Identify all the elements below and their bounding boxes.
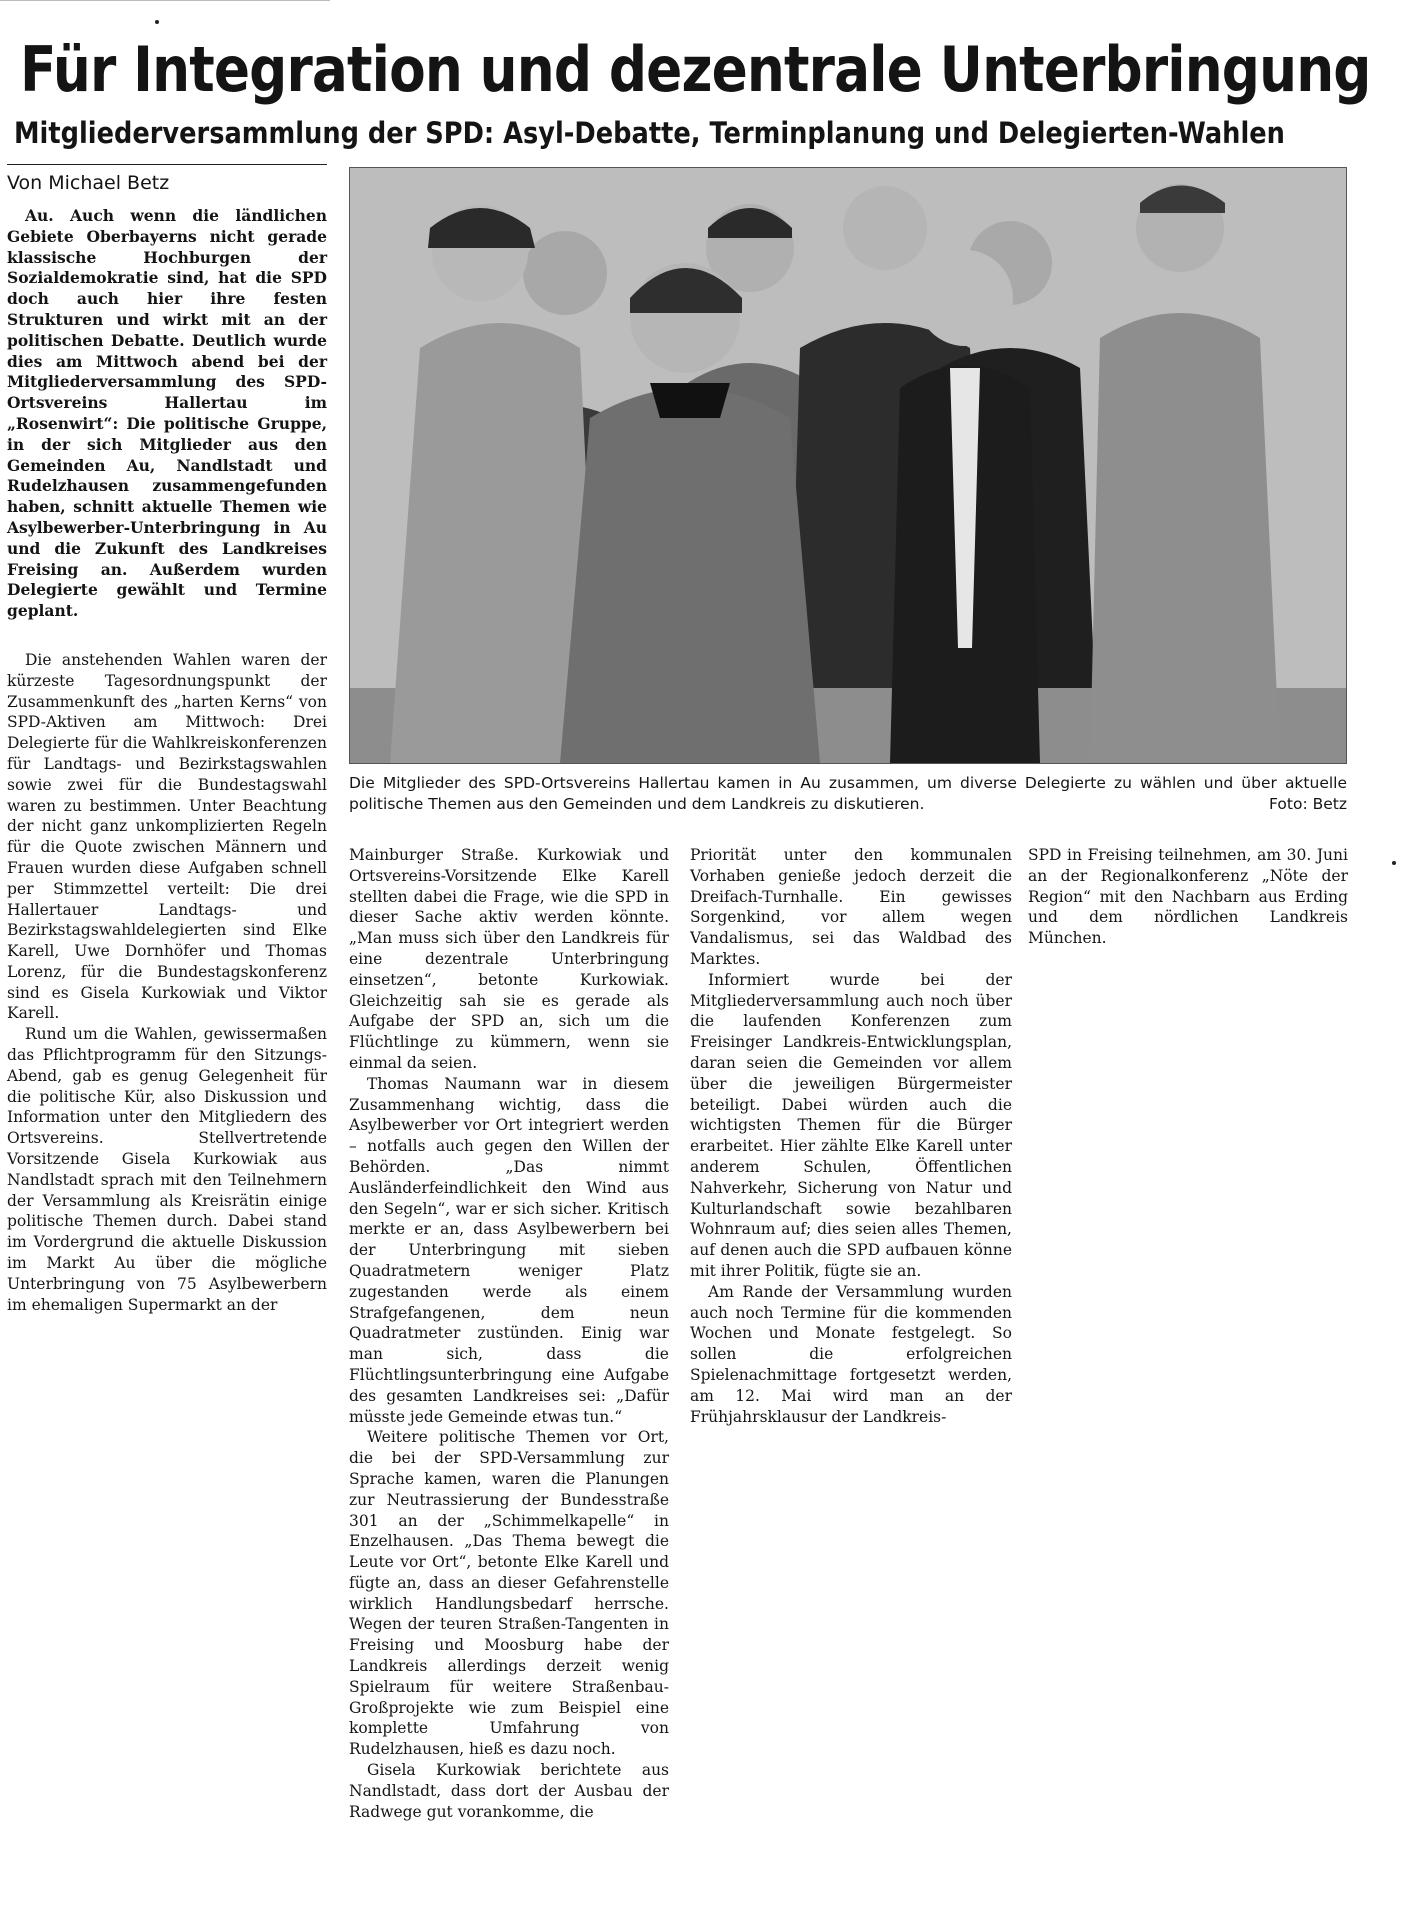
paragraph: Am Rande der Versammlung wurden auch noch Termine für die kommenden Wochen und Monate festgelegt. So sollen die erfolgreichen Spielenachmittage fortgesetzt werden, am 12. Mai wird man an der Frühjahrsklausur der Landkreis- — [690, 1282, 1012, 1426]
headline: Für Integration und dezentrale Unterbringung — [20, 33, 1371, 106]
column-4 — [1028, 845, 1348, 949]
byline: Von Michael Betz — [7, 164, 327, 197]
paragraph: Mainburger Straße. Kurkowiak und Ortsvereins-Vorsitzende Elke Karell stellten dabei die Frage, wie die SPD in dieser Sache aktiv werden könnte. „Man muss sich über den Landkreis für eine dezentrale Unterbringung einsetzen“, betonte Kurkowiak. Gleichzeitig sah sie es gerade als Aufgabe der SPD an, sich um die Flüchtlinge zu kümmern, wenn sie einmal da seien. — [349, 846, 669, 1072]
lead-paragraph: Au. Auch wenn die ländlichen Gebiete Oberbayerns nicht gerade klassische Hochburgen der Sozialdemokratie sind, hat die SPD doch auch hier ihre festen Strukturen und wirkt mit an der politischen Debatte. Deutlich wurde dies am Mittwoch abend bei der Mitgliederversammlung des SPD-Ortsvereins Hallertau im „Rosenwirt“: Die politische Gruppe, in der sich Mitglieder aus den Gemeinden Au, Nandlstadt und Rudelzhausen zusammengefunden haben, schnitt aktuelle Themen wie Asylbewerber-Unterbringung in Au und die Zukunft des Landkreises Freising an. Außerdem wurden Delegierte gewählt und Termine geplant. — [7, 206, 327, 621]
group-photo-illustration — [350, 168, 1346, 763]
paragraph: SPD in Freising teilnehmen, am 30. Juni an der Regionalkonferenz „Nöte der Region“ mit den Nachbarn aus Erding und dem nördlichen Landkreis München. — [1028, 846, 1348, 948]
photo-caption — [349, 773, 1347, 815]
print-speck — [1392, 861, 1396, 865]
paragraph: Priorität unter den kommunalen Vorhaben genieße jedoch derzeit die Dreifach-Turnhalle. Ein gewisses Sorgenkind, vor allem wegen Vandalismus, sei das Waldbad des Marktes. — [690, 846, 1012, 968]
print-speck — [155, 20, 159, 24]
paragraph: Thomas Naumann war in diesem Zusammenhang wichtig, dass die Asylbewerber vor Ort integriert werden – notfalls auch gegen den Willen der Behörden. „Das nimmt Ausländerfeindlichkeit den Wind aus den Segeln“, war er sich sicher. Kritisch merkte er an, dass Asylbewerbern bei der Unterbringung mit sieben Quadratmetern weniger Platz zugestanden werde als einem Strafgefangenen, dem neun Quadratmeter zustünden. Einig war man sich, dass die Flüchtlingsunterbringung eine Aufgabe des gesamten Landkreises sei: „Dafür müsste jede Gemeinde etwas tun.“ — [349, 1074, 669, 1426]
subheadline: Mitgliederversammlung der SPD: Asyl-Debatte, Terminplanung und Delegierten-Wahlen — [14, 116, 1285, 150]
group-photo — [349, 167, 1347, 764]
column-3 — [690, 845, 1012, 1427]
paragraph: Rund um die Wahlen, gewissermaßen das Pflichtprogramm für den Sitzungs-Abend, gab es genug Gelegenheit für die politische Kür, also Diskussion und Information unter den Mitgliedern des Ortsvereins. Stellvertretende Vorsitzende Gisela Kurkowiak aus Nandlstadt sprach mit den Teilnehmern der Versammlung als Kreisrätin einige politische Themen durch. Dabei stand im Vordergrund die aktuelle Diskussion im Markt Au über die mögliche Unterbringung von 75 Asylbewerbern im ehemaligen Supermarkt an der — [7, 1025, 327, 1314]
paragraph: Informiert wurde bei der Mitgliederversammlung auch noch über die laufenden Konferenzen zum Freisinger Landkreis-Entwicklungsplan, daran seien die Gemeinden vor allem über die jeweiligen Bürgermeister beteiligt. Dabei würden auch die wichtigsten Themen für die Bürger erarbeitet. Hier zählte Elke Karell unter anderem Schulen, Öffentlichen Nahverkehr, Sicherung von Natur und Kulturlandschaft sowie bezahlbaren Wohnraum auf; dies seien alles Themen, auf denen auch die SPD aufbauen könne mit ihrer Politik, fügte sie an. — [690, 970, 1012, 1280]
paragraph: Die anstehenden Wahlen waren der kürzeste Tagesordnungspunkt der Zusammenkunft des „harten Kerns“ von SPD-Aktiven am Mittwoch: Drei Delegierte für die Wahlkreiskonferenzen für Landtags- und Bezirkstagswahlen sowie zwei für die Bundestagswahl waren zu bestimmen. Unter Beachtung der nicht ganz unkomplizierten Regeln für die Quote zwischen Männern und Frauen wurden diese Aufgaben schnell per Stimmzettel verteilt: Die drei Hallertauer Landtags- und Bezirkstagswahldelegierten sind Elke Karell, Uwe Dornhöfer und Thomas Lorenz, für die Bundestagskonferenz sind es Gisela Kurkowiak und Viktor Karell. — [7, 650, 327, 1023]
paragraph: Gisela Kurkowiak berichtete aus Nandlstadt, dass dort der Ausbau der Radwege gut vorankomme, die — [349, 1761, 669, 1821]
top-rule — [0, 0, 330, 1]
column-2 — [349, 845, 669, 1822]
photo-credit: Foto: Betz — [1269, 795, 1347, 813]
column-1 — [7, 206, 327, 1315]
paragraph: Weitere politische Themen vor Ort, die bei der SPD-Versammlung zur Sprache kamen, waren die Planungen zur Neutrassierung der Bundesstraße 301 an der „Schimmelkapelle“ in Enzelhausen. „Das Thema bewegt die Leute vor Ort“, betonte Elke Karell und fügte an, dass an dieser Gefahrenstelle wirklich Handlungsbedarf herrsche. Wegen der teuren Straßen-Tangenten in Freising und Moosburg habe der Landkreis allerdings derzeit wenig Spielraum für weitere Straßenbau-Großprojekte wie zum Beispiel eine komplette Umfahrung von Rudelzhausen, hieß es dazu noch. — [349, 1428, 669, 1759]
caption-text: Die Mitglieder des SPD-Ortsvereins Hallertau kamen in Au zusammen, um diverse Delegierte zu wählen und über aktuelle politische Themen aus den Gemeinden und dem Landkreis zu diskutieren. — [349, 774, 1347, 813]
